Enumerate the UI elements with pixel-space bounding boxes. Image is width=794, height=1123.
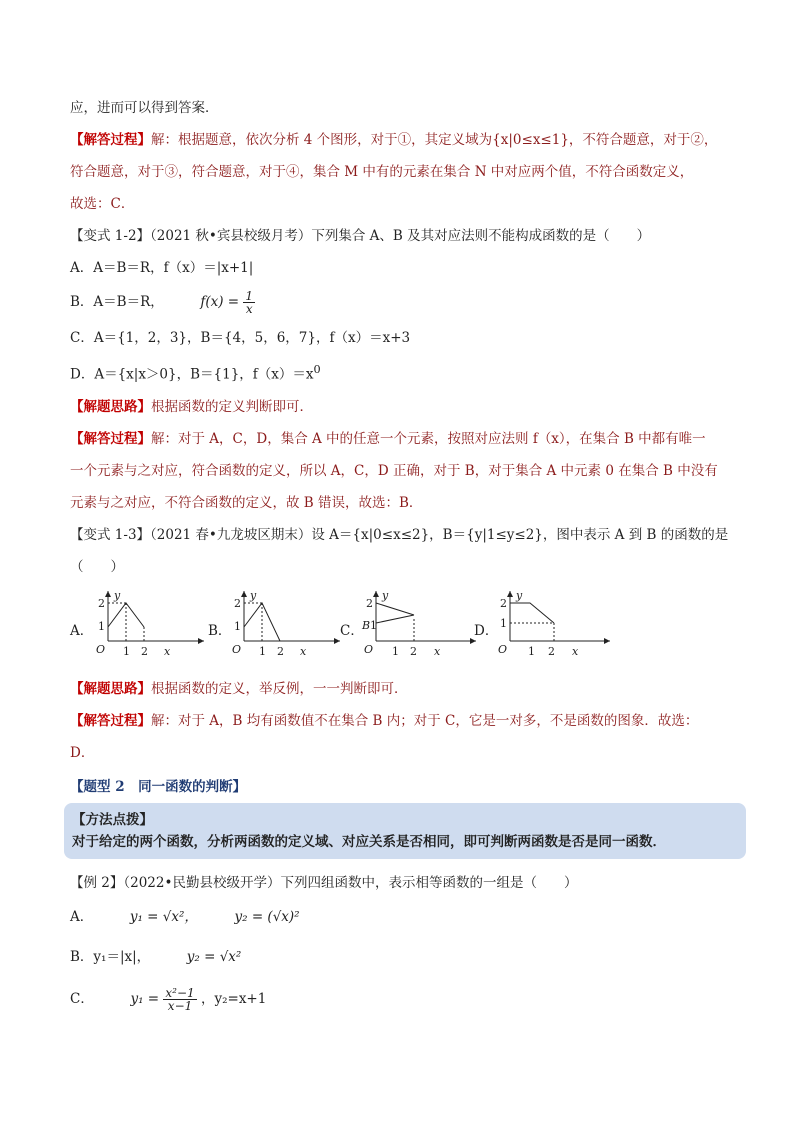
- tick-label: 1: [234, 619, 241, 633]
- option-b: [70, 290, 740, 316]
- origin-label: O: [498, 642, 508, 656]
- axis-label: x: [164, 644, 171, 658]
- axis-label: x: [300, 644, 307, 658]
- option-graphs: [70, 589, 740, 667]
- option-c: C．A＝{1，2，3}，B＝{4，5，6，7}，f（x）＝x+3: [70, 330, 411, 346]
- tick-label: 1: [370, 618, 377, 632]
- paragraph: 应，进而可以得到答案．: [70, 100, 219, 116]
- graph-label: C．: [340, 622, 364, 639]
- tick-label: 1: [123, 644, 130, 658]
- denominator: x: [245, 302, 253, 316]
- origin-label: O: [96, 642, 106, 656]
- method-body: 对于给定的两个函数，分析两函数的定义域、对应关系是否相同，即可判断两函数是否是同一函数．: [72, 833, 666, 850]
- solution-block: [70, 130, 740, 150]
- solution-block: [70, 429, 740, 449]
- solution-tag: 【解答过程】: [70, 712, 151, 729]
- graph-label: B．: [208, 622, 232, 639]
- graph-b-plot: [232, 589, 342, 661]
- numerator: x²−1: [165, 985, 195, 1000]
- hint-tag: 【解题思路】: [70, 398, 151, 415]
- axis-label: x: [572, 644, 579, 658]
- axis-label: B: [362, 618, 371, 632]
- method-box: [64, 803, 746, 859]
- tick-label: 2: [98, 596, 105, 610]
- hint-text: 根据函数的定义，举反例，一一判断即可．: [151, 680, 408, 697]
- option-b-label: B．A＝B＝R，: [70, 294, 164, 310]
- tick-label: 1: [500, 616, 507, 630]
- tick-label: 1: [259, 644, 266, 658]
- solution-tag: 【解答过程】: [70, 430, 151, 447]
- option-c-label: C．: [70, 990, 94, 1007]
- expr-y2: y₂ = √x²: [186, 948, 242, 965]
- axis-label: x: [434, 644, 441, 658]
- graph-label: D．: [474, 622, 499, 639]
- solution-text: 元素与之对应，不符合函数的定义，故 B 错误，故选：B．: [70, 494, 423, 511]
- question-heading: 【例 2】（2022•民勤县校级开学）下列四组函数中，表示相等函数的一组是（ ）: [70, 874, 578, 891]
- solution-text: 解：对于 A，B 均有函数值不在集合 B 内；对于 C，它是一对多，不是函数的图象．故选：: [151, 712, 699, 729]
- superscript: 0: [313, 363, 321, 376]
- tick-label: 2: [410, 644, 417, 658]
- expr-y1: y₁ =: [130, 990, 160, 1007]
- numerator: 1: [245, 289, 254, 303]
- expr-y2: ，y₂=x+1: [200, 990, 267, 1007]
- graph-label: A．: [70, 622, 94, 639]
- option-d: [70, 360, 740, 385]
- tick-label: 2: [500, 596, 507, 610]
- fraction: [243, 290, 255, 315]
- answer-paren: （ ）: [70, 558, 124, 575]
- tick-label: 1: [98, 619, 105, 633]
- solution-text: 故选：C．: [70, 196, 135, 212]
- graph-c-plot: [364, 589, 479, 661]
- solution-tag: 【解答过程】: [70, 132, 151, 148]
- hint-block: [70, 397, 740, 417]
- axis-label: y: [114, 588, 121, 602]
- option-c: [70, 987, 740, 1015]
- tick-label: 2: [234, 596, 241, 610]
- question-heading: 【变式 1-3】（2021 春•九龙坡区期末）设 A＝{x|0≤x≤2}，B＝{y|1≤y≤2}，图中表示 A 到 B 的函数的是: [70, 526, 729, 543]
- solution-text: 一个元素与之对应，符合函数的定义，所以 A，C，D 正确，对于 B，对于集合 A 中元素 0 在集合 B 中没有: [70, 462, 718, 479]
- method-title: 【方法点拨】: [72, 811, 153, 828]
- solution-text: 符合题意，对于③，符合题意，对于④，集合 M 中有的元素在集合 N 中对应两个值，不符合函数定义，: [70, 164, 694, 180]
- option-b-label: B．y₁＝|x|，: [70, 948, 151, 965]
- tick-label: 2: [141, 644, 148, 658]
- tick-label: 1: [392, 644, 399, 658]
- section-title: 【题型 2 同一函数的判断】: [70, 778, 247, 795]
- option-a: A．A＝B＝R，f（x）＝|x+1|: [70, 260, 254, 276]
- axis-label: y: [250, 588, 257, 602]
- solution-block: [70, 711, 740, 731]
- origin-label: O: [232, 642, 242, 656]
- question-heading: 【变式 1-2】（2021 秋•宾县校级月考）下列集合 A、B 及其对应法则不能构成函数的是（ ）: [70, 228, 651, 244]
- denominator: x−1: [167, 998, 193, 1013]
- expr-y1: y₁ = √x²，: [129, 908, 198, 925]
- axis-label: y: [382, 588, 389, 602]
- option-b: [70, 947, 740, 967]
- graph-d-plot: [498, 589, 613, 661]
- option-a: [70, 907, 740, 927]
- function-expr: f(x) =: [200, 294, 240, 310]
- tick-label: 1: [528, 644, 535, 658]
- tick-label: 2: [277, 644, 284, 658]
- solution-text: D．: [70, 744, 95, 761]
- expr-y2: y₂ = (√x)²: [234, 908, 300, 925]
- axis-label: y: [516, 588, 523, 602]
- solution-text: 解：对于 A，C，D，集合 A 中的任意一个元素，按照对应法则 f（x），在集合 B 中都有唯一: [151, 430, 706, 447]
- option-d-text: D．A＝{x|x＞0}，B＝{1}，f（x）＝x: [70, 366, 314, 383]
- fraction: [163, 987, 196, 1012]
- tick-label: 2: [366, 596, 373, 610]
- hint-text: 根据函数的定义判断即可．: [151, 398, 313, 415]
- hint-tag: 【解题思路】: [70, 680, 151, 697]
- solution-text: 解：根据题意，依次分析 4 个图形，对于①，其定义域为{x|0≤x≤1}，不符合题意，对于②，: [151, 132, 718, 148]
- hint-block: [70, 679, 740, 699]
- tick-label: 2: [548, 644, 555, 658]
- option-a-label: A．: [70, 908, 94, 925]
- graph-a-plot: [96, 589, 206, 661]
- document-page: [70, 98, 740, 1027]
- origin-label: O: [364, 642, 374, 656]
